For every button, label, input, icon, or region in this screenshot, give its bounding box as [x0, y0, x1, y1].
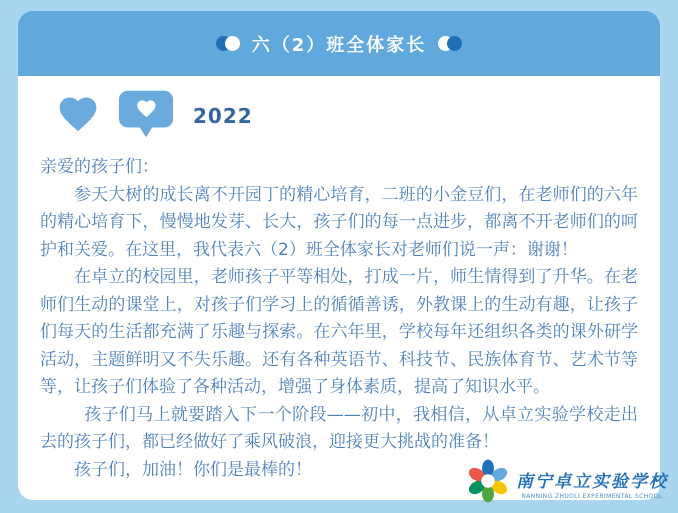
school-logo-text — [516, 467, 668, 500]
school-name-en: NANNING ZHUOLI EXPERIMENTAL SCHOOL — [521, 492, 663, 500]
dark-dot-icon — [447, 36, 462, 51]
header-banner — [18, 11, 660, 76]
letter-paragraph: 孩子们，加油！你们是最棒的！ — [74, 459, 312, 480]
page-title: 六（2）班全体家长 — [251, 34, 427, 56]
school-flower-logo-icon — [465, 458, 511, 508]
school-name-cn: 南宁卓立实验学校 — [516, 471, 668, 492]
school-logo — [465, 458, 668, 508]
letter-body — [40, 154, 638, 484]
letter-paragraph: 在卓立的校园里，老师孩子平等相处，打成一片，师生情得到了升华。在老师们生动的课堂上，对孩子们学习上的循循善诱，外教课上的生动有趣，让孩子们每天的生活都充满了乐趣与探索。在六年里，学校每年还组织各类的课外研学活动，主题鲜明又不失乐趣。还有各种英语节、科技节、民族体育节、艺术节等等，让孩子们体验了各种活动，增强了身体素质，提高了知识水平。 — [40, 267, 638, 397]
header-left-dots-decoration — [216, 36, 240, 51]
heart-bubble-icon — [117, 88, 175, 144]
letter-paragraph: 参天大树的成长离不开园丁的精心培育，二班的小金豆们，在老师们的六年的精心培育下，慢慢地发芽、长大，孩子们的每一点进步，都离不开老师们的呵护和关爱。在这里，我代表六（2）班全体家长对老师们说一声：谢谢！ — [40, 184, 638, 260]
hearts-year-row — [55, 90, 660, 142]
header-right-dots-decoration — [438, 36, 462, 51]
letter-salutation: 亲爱的孩子们： — [40, 157, 159, 177]
light-dot-icon — [225, 36, 240, 51]
letter-paragraph: 孩子们马上就要踏入下一个阶段——初中，我相信，从卓立实验学校走出去的孩子们，都已经做好了乘风破浪，迎接更大挑战的准备！ — [40, 404, 638, 452]
heart-icon — [55, 92, 101, 140]
letter-card — [18, 76, 663, 500]
year-label: 2022 — [193, 104, 253, 128]
